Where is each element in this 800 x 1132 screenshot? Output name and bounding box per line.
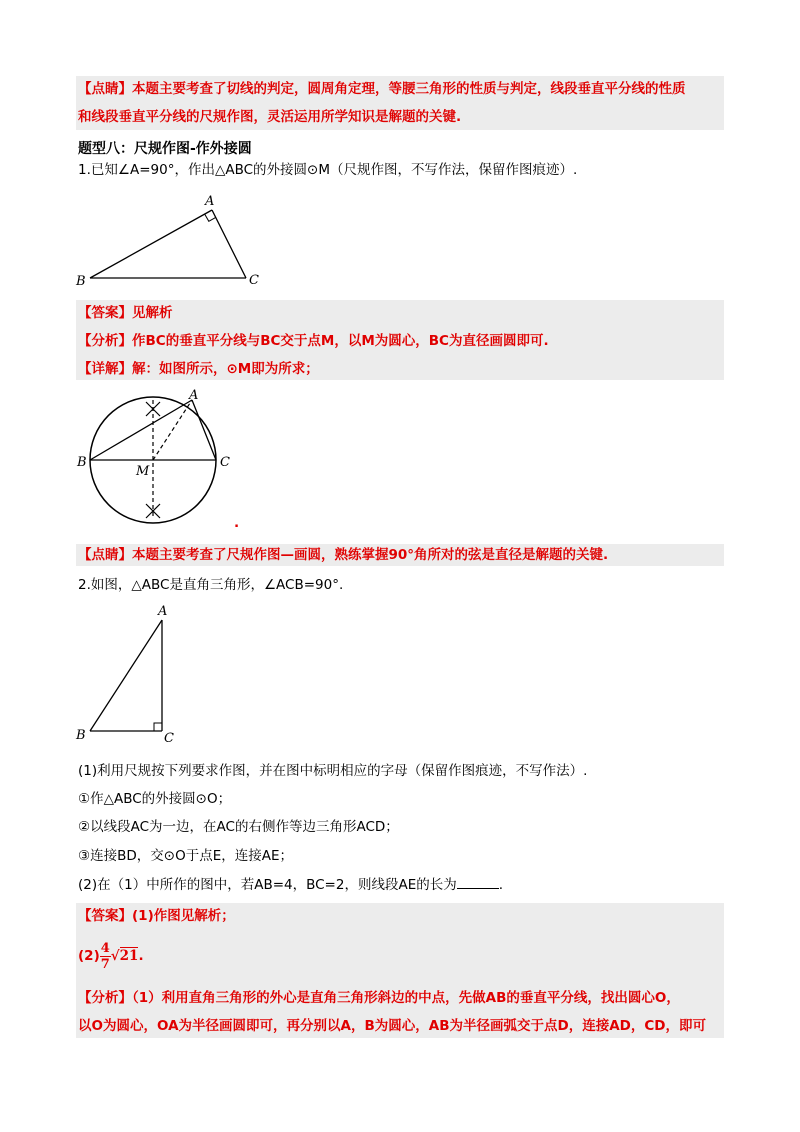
detail-line <box>78 360 319 378</box>
label-c: C <box>220 455 230 470</box>
answer-line-2 <box>78 938 144 974</box>
note-tag: 【点睛】 <box>78 547 132 563</box>
fraction <box>100 941 111 972</box>
arc-mark-top <box>146 402 160 416</box>
segment-ab <box>90 210 212 278</box>
label-m: M <box>136 464 150 479</box>
part-2-question: (2)在（1）中所作的图中，若AB=4，BC=2，则线段AE的长为 <box>78 877 457 893</box>
step-3-text: ③连接BD，交⊙O于点E，连接AE； <box>78 848 293 864</box>
fraction-denominator: 7 <box>100 956 110 972</box>
analysis-line-2: 以O为圆心，OA为半径画圆即可，再分别以A，B为圆心，AB为半径画弧交于点D，连接AD，CD，即可 <box>78 1018 706 1034</box>
step-2-text: ②以线段AC为一边，在AC的右侧作等边三角形ACD； <box>78 819 399 835</box>
note-line-1 <box>78 80 686 98</box>
analysis-text: 作BC的垂直平分线与BC交于点M，以M为圆心，BC为直径画圆即可. <box>132 333 549 349</box>
q1-circle-figure <box>76 386 236 530</box>
answer-tag: 【答案】 <box>78 305 132 321</box>
figure-end-dot: . <box>234 515 240 531</box>
part-1-text: (1)利用尺规按下列要求作图，并在图中标明相应的字母（保留作图痕迹，不写作法）. <box>78 763 588 779</box>
label-a: A <box>158 604 168 619</box>
analysis-tag: 【分析】 <box>78 333 132 349</box>
radicand: 21 <box>119 948 139 964</box>
right-angle-mark <box>154 723 162 731</box>
note-text: 本题主要考查了切线的判定，圆周角定理，等腰三角形的性质与判定，线段垂直平分线的性质 <box>132 81 686 97</box>
q2-triangle-figure <box>72 600 192 750</box>
note-tag: 【点睛】 <box>78 81 132 97</box>
label-a: A <box>189 388 199 403</box>
segment-am-dashed <box>153 400 192 460</box>
note-line-2: 和线段垂直平分线的尺规作图，灵活运用所学知识是解题的关键. <box>78 109 462 125</box>
analysis-line <box>78 332 549 350</box>
label-c: C <box>249 273 259 288</box>
label-b: B <box>76 274 86 289</box>
answer-text: 见解析 <box>132 305 173 321</box>
step-1-text: ①作△ABC的外接圆⊙O； <box>78 791 232 807</box>
part-2-text <box>78 876 503 894</box>
answer-line <box>78 304 173 322</box>
answer-blank <box>457 876 499 889</box>
analysis-tag: 【分析】 <box>78 990 132 1006</box>
label-b: B <box>77 455 87 470</box>
detail-tag: 【详解】 <box>78 361 132 377</box>
question-1-text: 1.已知∠A=90°，作出△ABC的外接圆⊙M（尺规作图，不写作法，保留作图痕迹）. <box>78 162 578 178</box>
analysis-line-1 <box>78 989 680 1007</box>
label-c: C <box>164 731 174 746</box>
sqrt-symbol: √ <box>110 948 120 964</box>
segment-ac <box>192 400 216 460</box>
answer-line-1 <box>78 907 235 925</box>
segment-ab <box>90 620 162 731</box>
note-text: 本题主要考查了尺规作图—画圆，熟练掌握90°角所对的弦是直径是解题的关键. <box>132 547 609 563</box>
analysis-text-1: （1）利用直角三角形的外心是直角三角形斜边的中点，先做AB的垂直平分线，找出圆心O， <box>132 990 680 1006</box>
question-2-text: 2.如图，△ABC是直角三角形，∠ACB=90°. <box>78 577 344 593</box>
label-b: B <box>76 728 86 743</box>
segment-ac <box>212 210 246 278</box>
detail-text: 解：如图所示，⊙M即为所求； <box>132 361 319 377</box>
answer-part-2-prefix: (2) <box>78 948 100 964</box>
label-a: A <box>205 194 215 209</box>
section-title: 题型八：尺规作图-作外接圆 <box>78 141 252 157</box>
part-2-end: . <box>498 877 504 893</box>
answer-part-1: (1)作图见解析； <box>132 908 235 924</box>
note-line <box>78 546 608 564</box>
segment-ab <box>90 400 192 460</box>
fraction-numerator: 4 <box>100 940 110 956</box>
q1-triangle-figure <box>74 190 274 294</box>
answer-end: . <box>138 948 144 964</box>
answer-tag: 【答案】 <box>78 908 132 924</box>
